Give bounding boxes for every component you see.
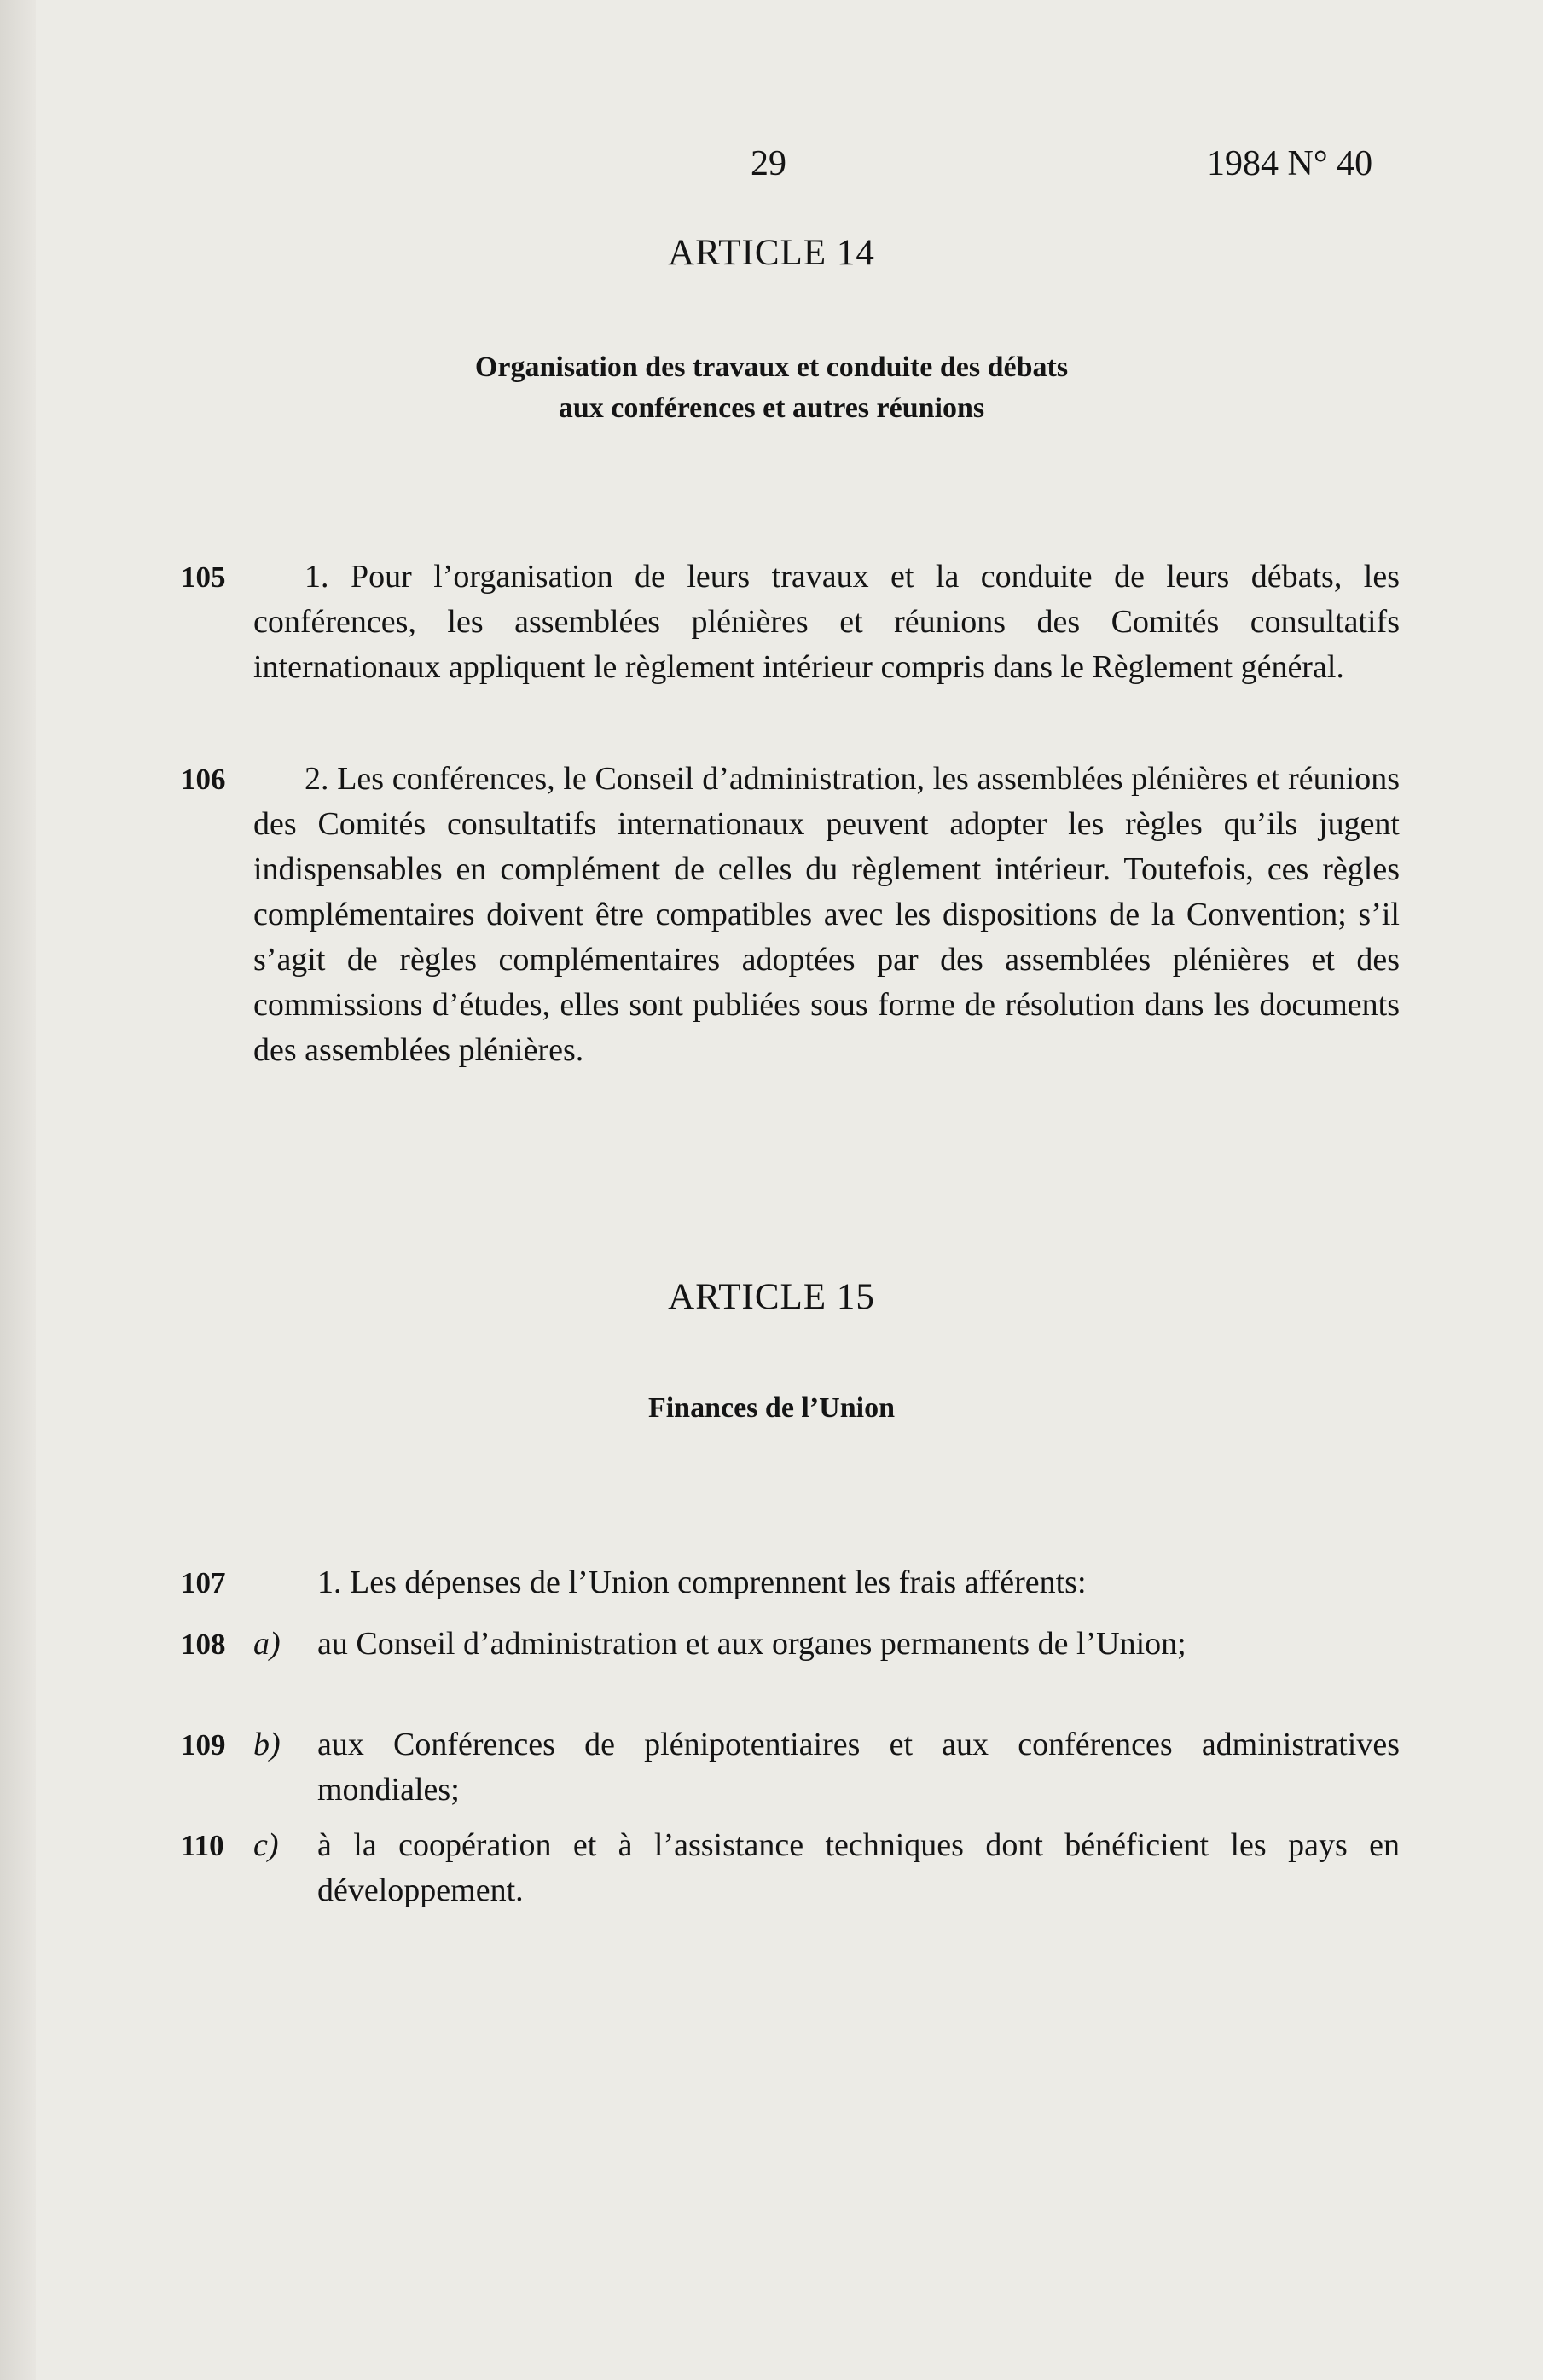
article-15-title: ARTICLE 15 <box>668 1277 875 1317</box>
paragraph-106-text: 2. Les conférences, le Conseil d’administration, les assemblées plénières et réunions des Comités consultatifs internationaux peuvent adopter les règles qu’ils jugent indispensables en complément de celles du règlement intérieur. Toutefois, ces règles complémentaires doivent être compatibles avec les dispositions de la Convention; s’il s’agit de règles complémentaires adoptées par des assemblées plénières et des commissions d’études, elles sont publiées sous forme de résolution dans les documents des assemblées plénières. <box>253 761 1400 1068</box>
paragraph-105-text: 1. Pour l’organisation de leurs travaux et la conduite de leurs débats, les conférences, les assemblées plénières et réunions des Comités consultatifs internationaux appliquent le règlement intérieur compris dans le Règlement général. <box>253 559 1400 685</box>
year-number: 1984 N° 40 <box>1207 144 1373 183</box>
item-letter-a: a) <box>253 1626 281 1662</box>
item-letter-c: c) <box>253 1827 279 1863</box>
paragraph-106 <box>253 757 1400 1073</box>
paragraph-108 <box>253 1622 1400 1667</box>
paragraph-108-text: au Conseil d’administration et aux organes permanents de l’Union; <box>317 1626 1186 1662</box>
item-letter-b: b) <box>253 1727 281 1762</box>
paragraph-109 <box>253 1722 1400 1813</box>
paragraph-number-108: 108 <box>181 1628 226 1661</box>
article-14-title: ARTICLE 14 <box>668 233 875 273</box>
paragraph-number-109: 109 <box>181 1728 226 1762</box>
paragraph-109-text: aux Conférences de plénipotentiaires et aux conférences administratives mondiales; <box>317 1727 1400 1808</box>
paragraph-number-105: 105 <box>181 560 226 594</box>
paragraph-number-106: 106 <box>181 763 226 796</box>
article-14-subtitle-line1: Organisation des travaux et conduite des débats <box>474 351 1069 383</box>
article-14-subtitle-line2: aux conférences et autres réunions <box>558 392 985 424</box>
paragraph-110-text: à la coopération et à l’assistance techniques dont bénéficient les pays en développement. <box>317 1827 1400 1908</box>
paragraph-105 <box>253 554 1400 690</box>
paragraph-107 <box>317 1560 1400 1605</box>
paragraph-number-107: 107 <box>181 1566 226 1599</box>
paragraph-number-110: 110 <box>181 1829 224 1862</box>
article-15-subtitle: Finances de l’Union <box>647 1392 896 1424</box>
paragraph-107-text: 1. Les dépenses de l’Union comprennent les frais afférents: <box>317 1564 1087 1600</box>
page-number: 29 <box>751 144 786 183</box>
paragraph-110 <box>253 1823 1400 1913</box>
